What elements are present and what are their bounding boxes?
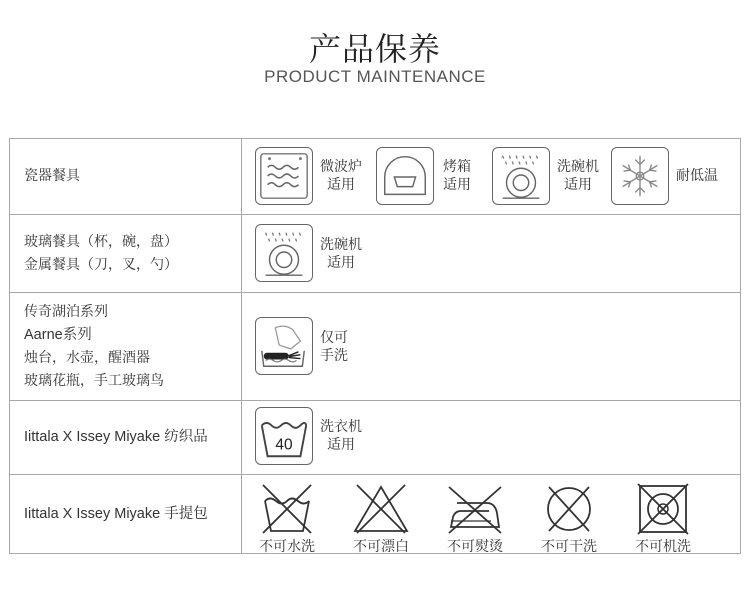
snowflake-icon [611, 147, 669, 205]
microwave-icon [255, 147, 313, 205]
no-dry-clean-icon [537, 479, 601, 539]
no-iron-label: 不可熨烫 [447, 539, 503, 555]
svg-text:⸱: ⸱ [500, 155, 503, 162]
no-tumble-dry-icon [631, 479, 695, 539]
category-label: 瓷器餐具 [24, 168, 80, 184]
category-cell [10, 139, 242, 214]
table-row [10, 139, 740, 215]
category-label: Iittala X Issey Miyake 纺织品 [24, 429, 208, 445]
category-label: 金属餐具（刀，叉，勺） [24, 256, 178, 273]
no-bleach-icon [349, 479, 413, 539]
dishwasher-label: 洗碗机 适用 [320, 237, 362, 271]
dishwasher-icon [255, 224, 313, 282]
category-cell [10, 215, 242, 292]
page-subtitle: PRODUCT MAINTENANCE [264, 67, 486, 86]
category-cell [10, 293, 242, 400]
machine-wash-40-icon [255, 407, 313, 465]
no-wash-icon [255, 479, 319, 539]
machine-wash-label: 洗衣机 适用 [320, 419, 362, 453]
category-label: Iittala X Issey Miyake 手提包 [24, 505, 208, 522]
category-label: 玻璃花瓶，手工玻璃鸟 [24, 372, 164, 389]
low-temp-label: 耐低温 [676, 168, 718, 184]
no-iron-icon [443, 479, 507, 539]
table-row [10, 215, 740, 293]
category-label: 玻璃餐具（杯，碗，盘） [24, 233, 178, 250]
care-table [9, 138, 741, 554]
microwave-label: 微波炉 适用 [320, 159, 362, 193]
no-tumble-dry-label: 不可机洗 [635, 539, 691, 555]
table-row [10, 401, 740, 475]
no-wash-label: 不可水洗 [259, 539, 315, 555]
dishwasher-label: 洗碗机 适用 [557, 159, 599, 193]
hand-wash-label: 仅可 手洗 [320, 330, 348, 364]
oven-icon [376, 147, 434, 205]
hand-wash-icon [255, 317, 313, 375]
oven-label: 烤箱 适用 [443, 159, 471, 193]
table-row [10, 475, 740, 553]
category-cell [10, 475, 242, 553]
dishwasher-icon [492, 147, 550, 205]
svg-text:40: 40 [275, 436, 293, 454]
category-cell [10, 401, 242, 474]
no-bleach-label: 不可漂白 [353, 539, 409, 555]
category-label: 传奇湖泊系列 [24, 303, 108, 320]
no-dry-clean-label: 不可干洗 [541, 539, 597, 555]
category-label: Aarne系列 [24, 326, 92, 343]
category-label: 烛台，水壶，醒酒器 [24, 349, 150, 366]
page-title: 产品保养 [308, 30, 441, 68]
table-row [10, 293, 740, 401]
